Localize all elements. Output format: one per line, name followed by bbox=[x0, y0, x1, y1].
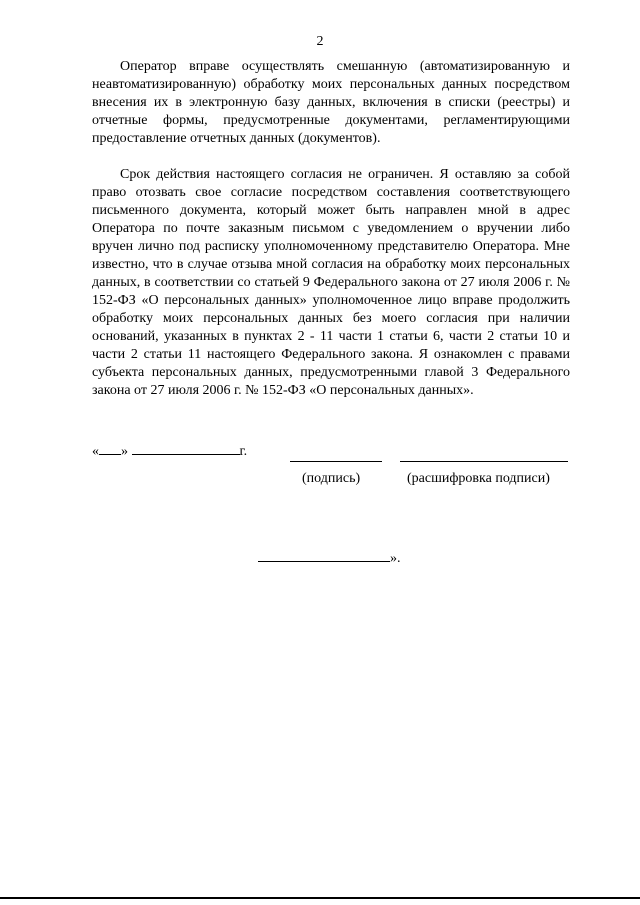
paragraph-consent-term: Срок действия настоящего согласия не ограничен. Я оставляю за собой право отозвать свое согласие посредством составления соответствующего письменного документа, который может быть направлен мной в адрес Оператора по почте заказным письмом с уведомлением о вручении либо вручен лично под расписку уполномоченному представителю Оператора. Мне известно, что в случае отзыва мной согласия на обработку моих персональных данных, в соответствии со статьей 9 Федерального закона от 27 июля 2006 г. № 152-ФЗ «О персональных данных» уполномоченное лицо вправе продолжить обработку моих персональных данных без моего согласия при наличии оснований, указанных в пунктах 2 - 11 части 1 статьи 6, части 2 статьи 10 и части 2 статьи 11 настоящего Федерального закона. Я ознакомлен с правами субъекта персональных данных, предусмотренными главой 3 Федерального закона от 27 июля 2006 г. № 152-ФЗ «О персональных данных». bbox=[92, 167, 570, 398]
year-suffix: г. bbox=[239, 444, 248, 459]
page-number: 2 bbox=[316, 34, 324, 49]
closing-suffix: ». bbox=[390, 551, 401, 566]
date-close-quote: » bbox=[121, 444, 128, 459]
signature-caption: (подпись) bbox=[302, 471, 361, 486]
paragraph-processing-methods: Оператор вправе осуществлять смешанную (автоматизированную и неавтоматизированную) обработку моих персональных данных посредством внесения их в электронную базу данных, включения в списки (реестры) и отчетные формы, предусмотренные документами, регламентирующими предоставление отчетных данных (документов). bbox=[92, 59, 570, 146]
signature-decoding-caption: (расшифровка подписи) bbox=[407, 471, 550, 486]
day-blank[interactable] bbox=[99, 442, 121, 455]
footer-rule bbox=[0, 897, 640, 899]
month-blank[interactable] bbox=[132, 442, 240, 455]
date-open-quote: « bbox=[92, 444, 99, 459]
closing-blank[interactable] bbox=[258, 549, 390, 562]
date-field[interactable] bbox=[92, 442, 247, 460]
signature-decoding-blank[interactable] bbox=[400, 460, 568, 462]
closing-line bbox=[258, 549, 401, 567]
signature-blank[interactable] bbox=[290, 460, 382, 462]
